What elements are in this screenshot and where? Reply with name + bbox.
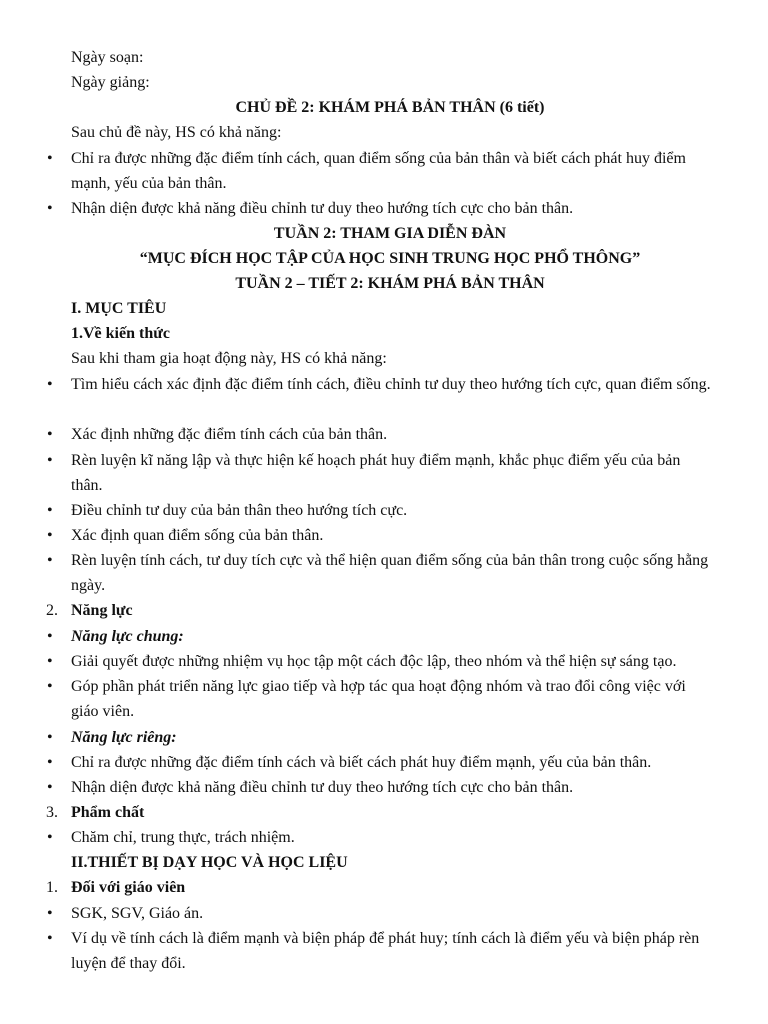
teacher-item: Ví dụ về tính cách là điểm mạnh và biện pháp để phát huy; tính cách là điểm yếu và biện pháp rèn luyện để thay đổi. — [71, 930, 700, 973]
bullet-icon: • — [47, 779, 53, 796]
bullet-icon: • — [47, 376, 53, 393]
topic-intro: Sau chủ đề này, HS có khả năng: — [71, 124, 282, 141]
general-competence-item: Góp phần phát triển năng lực giao tiếp và hợp tác qua hoạt động nhóm và trao đổi công việc với giáo viên. — [71, 678, 686, 721]
topic-title: CHỦ ĐỀ 2: KHÁM PHÁ BẢN THÂN (6 tiết) — [235, 99, 545, 116]
knowledge-item: Điều chỉnh tư duy của bản thân theo hướng tích cực. — [71, 502, 408, 519]
bullet-icon: • — [47, 452, 53, 469]
general-competence-heading: Năng lực chung: — [71, 628, 184, 645]
forum-title: “MỤC ĐÍCH HỌC TẬP CỦA HỌC SINH TRUNG HỌC PHỔ THÔNG” — [139, 250, 641, 267]
section-objectives-heading: I. MỤC TIÊU — [71, 300, 167, 317]
bullet-icon: • — [47, 527, 53, 544]
bullet-icon: • — [47, 729, 53, 746]
bullet-icon: • — [47, 653, 53, 670]
general-competence-item: Giải quyết được những nhiệm vụ học tập một cách độc lập, theo nhóm và thể hiện sự sáng tạo. — [71, 653, 677, 670]
competence-heading: Năng lực — [71, 602, 133, 619]
bullet-icon: • — [47, 678, 53, 695]
lesson-title: TUẦN 2 – TIẾT 2: KHÁM PHÁ BẢN THÂN — [235, 275, 545, 292]
list-number: 2. — [46, 602, 58, 619]
ngay-giang: Ngày giảng: — [71, 74, 150, 91]
knowledge-intro: Sau khi tham gia hoạt động này, HS có khả năng: — [71, 350, 387, 367]
goal-item: Chỉ ra được những đặc điểm tính cách, quan điểm sống của bản thân và biết cách phát huy điểm mạnh, yếu của bản thân. — [71, 150, 686, 193]
knowledge-item: Xác định những đặc điểm tính cách của bản thân. — [71, 426, 388, 443]
list-number: 1. — [46, 879, 58, 896]
bullet-icon: • — [47, 628, 53, 645]
bullet-icon: • — [47, 930, 53, 947]
list-number: 3. — [46, 804, 58, 821]
knowledge-heading: 1.Về kiến thức — [71, 325, 170, 342]
teacher-heading: Đối với giáo viên — [71, 879, 186, 896]
week-title: TUẦN 2: THAM GIA DIỄN ĐÀN — [273, 225, 507, 242]
bullet-icon: • — [47, 426, 53, 443]
ngay-soan: Ngày soạn: — [71, 49, 144, 66]
bullet-icon: • — [47, 200, 53, 217]
knowledge-item: Rèn luyện kĩ năng lập và thực hiện kế hoạch phát huy điểm mạnh, khắc phục điểm yếu của bản thân. — [71, 452, 681, 495]
specific-competence-item: Nhận diện được khả năng điều chỉnh tư duy theo hướng tích cực cho bản thân. — [71, 779, 574, 796]
specific-competence-heading: Năng lực riêng: — [71, 729, 177, 746]
bullet-icon: • — [47, 150, 53, 167]
knowledge-item: Tìm hiểu cách xác định đặc điểm tính cách, điều chỉnh tư duy theo hướng tích cực, quan điểm sống. — [71, 376, 711, 393]
bullet-icon: • — [47, 754, 53, 771]
knowledge-item: Xác định quan điểm sống của bản thân. — [71, 527, 324, 544]
goal-item: Nhận diện được khả năng điều chỉnh tư duy theo hướng tích cực cho bản thân. — [71, 200, 574, 217]
teacher-item: SGK, SGV, Giáo án. — [71, 905, 204, 922]
knowledge-item: Rèn luyện tính cách, tư duy tích cực và thể hiện quan điểm sống của bản thân trong cuộc sống hằng ngày. — [71, 552, 709, 595]
bullet-icon: • — [47, 502, 53, 519]
section-equipment-heading: II.THIẾT BỊ DẠY HỌC VÀ HỌC LIỆU — [71, 854, 348, 871]
specific-competence-item: Chỉ ra được những đặc điểm tính cách và biết cách phát huy điểm mạnh, yếu của bản thân. — [71, 754, 652, 771]
bullet-icon: • — [47, 905, 53, 922]
bullet-icon: • — [47, 552, 53, 569]
quality-heading: Phẩm chất — [71, 804, 145, 821]
bullet-icon: • — [47, 829, 53, 846]
quality-item: Chăm chỉ, trung thực, trách nhiệm. — [71, 829, 295, 846]
